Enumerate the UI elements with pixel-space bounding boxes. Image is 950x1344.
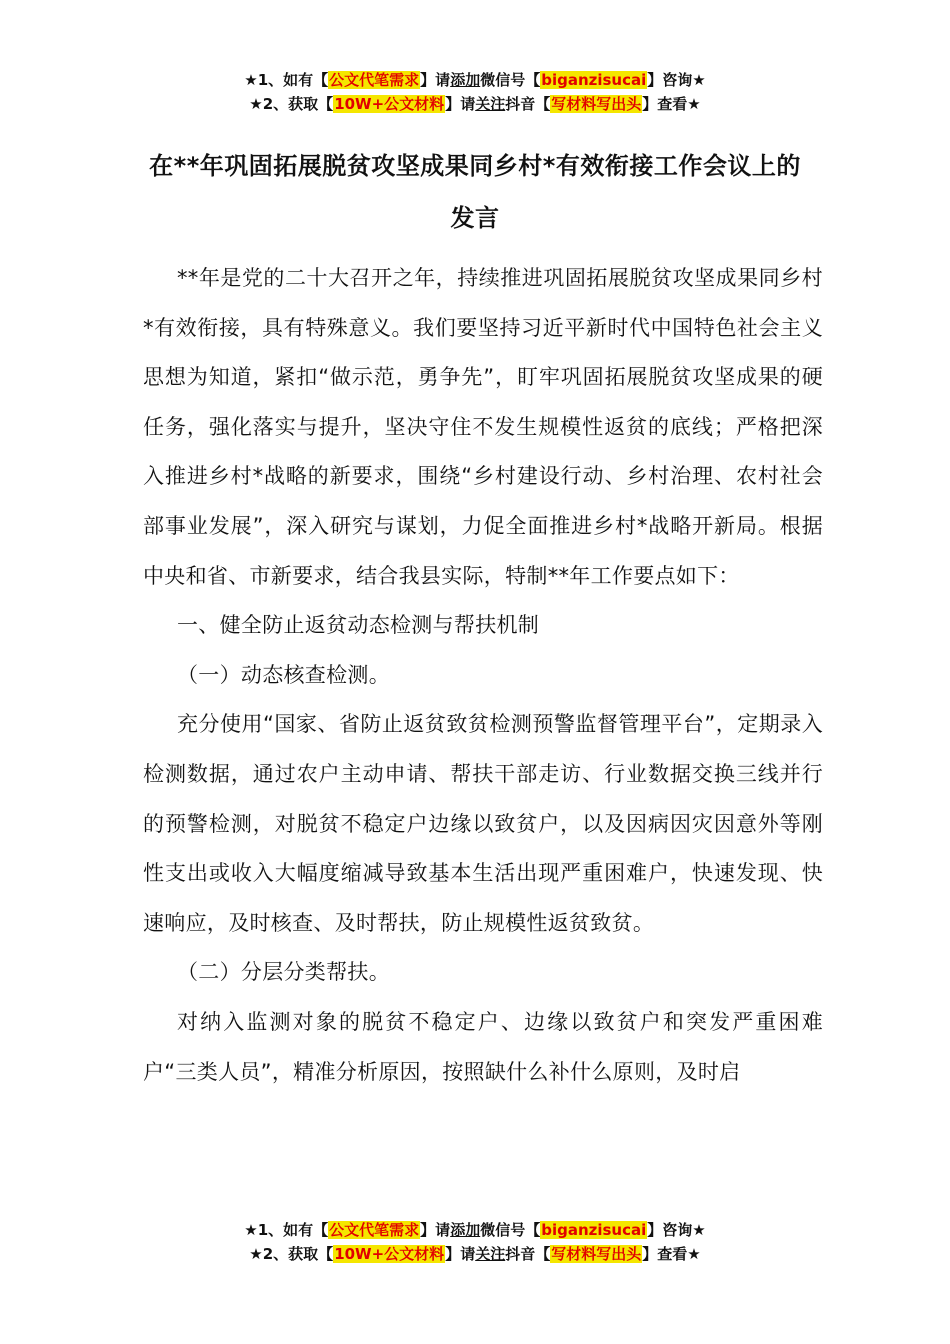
footer-banner bbox=[0, 1218, 950, 1266]
section-heading: 一、健全防止返贫动态检测与帮扶机制 bbox=[177, 613, 540, 638]
paragraph: **年是党的二十大召开之年，持续推进巩固拓展脱贫攻坚成果同乡村*有效衔接，具有特殊意义。我们要坚持习近平新时代中国特色社会主义思想为知道，紧扣“做示范，勇争先”，盯牢巩固拓展脱贫攻坚成果的硬任务，强化落实与提升，坚决守住不发生规模性返贫的底线；严格把深入推进乡村*战略的新要求，围绕“乡村建设行动、乡村治理、农村社会部事业发展”，深入研究与谋划，力促全面推进乡村*战略开新局。根据中央和省、市新要求，结合我县实际，特制**年工作要点如下： bbox=[143, 266, 823, 588]
paragraph: 充分使用“国家、省防止返贫致贫检测预警监督管理平台”，定期录入检测数据，通过农户主动申请、帮扶干部走访、行业数据交换三线并行的预警检测，对脱贫不稳定户边缘以致贫户，以及因病因灾因意外等刚性支出或收入大幅度缩减导致基本生活出现严重困难户，快速发现、快速响应，及时核查、及时帮扶，防止规模性返贫致贫。 bbox=[143, 712, 823, 935]
banner-text: ★2、获取【 bbox=[249, 1245, 334, 1263]
banner-line-2 bbox=[0, 1242, 950, 1266]
highlight-text: 写材料写出头 bbox=[551, 1245, 642, 1263]
banner-text: 微信号【 bbox=[480, 71, 541, 89]
banner-text: 】请 bbox=[420, 71, 451, 89]
banner-text: ★1、如有【 bbox=[244, 71, 329, 89]
subsection-heading: （二）分层分类帮扶。 bbox=[177, 960, 390, 985]
highlight-text: 公文代笔需求 bbox=[329, 1221, 420, 1239]
highlight-text: 公文代笔需求 bbox=[329, 71, 420, 89]
paragraph: 对纳入监测对象的脱贫不稳定户、边缘以致贫户和突发严重困难户“三类人员”，精准分析原因，按照缺什么补什么原则，及时启 bbox=[143, 1009, 823, 1084]
banner-text: 抖音【 bbox=[505, 95, 551, 113]
banner-text: 】查看★ bbox=[642, 1245, 701, 1263]
document-body bbox=[143, 254, 823, 1097]
banner-text: 】咨询★ bbox=[647, 71, 706, 89]
highlight-text: 10W+公文材料 bbox=[334, 95, 445, 113]
underlined-text: 关注 bbox=[475, 1245, 506, 1263]
banner-text: 】请 bbox=[445, 95, 476, 113]
banner-text: 抖音【 bbox=[505, 1245, 551, 1263]
banner-text: 】咨询★ bbox=[647, 1221, 706, 1239]
banner-text: 】请 bbox=[445, 1245, 476, 1263]
subsection-heading: （一）动态核查检测。 bbox=[177, 662, 390, 687]
header-banner bbox=[0, 68, 950, 116]
banner-line-1 bbox=[0, 1218, 950, 1242]
banner-line-2 bbox=[0, 92, 950, 116]
highlight-text: biganzisucai bbox=[541, 1221, 647, 1239]
banner-line-1 bbox=[0, 68, 950, 92]
highlight-text: biganzisucai bbox=[541, 71, 647, 89]
highlight-text: 写材料写出头 bbox=[551, 95, 642, 113]
highlight-text: 10W+公文材料 bbox=[334, 1245, 445, 1263]
underlined-text: 关注 bbox=[475, 95, 506, 113]
banner-text: ★2、获取【 bbox=[249, 95, 334, 113]
document-title: 在**年巩固拓展脱贫攻坚成果同乡村*有效衔接工作会议上的发言 bbox=[149, 152, 801, 232]
banner-text: 微信号【 bbox=[480, 1221, 541, 1239]
banner-text: ★1、如有【 bbox=[244, 1221, 329, 1239]
underlined-text: 添加 bbox=[450, 71, 481, 89]
underlined-text: 添加 bbox=[450, 1221, 481, 1239]
banner-text: 】请 bbox=[420, 1221, 451, 1239]
banner-text: 】查看★ bbox=[642, 95, 701, 113]
